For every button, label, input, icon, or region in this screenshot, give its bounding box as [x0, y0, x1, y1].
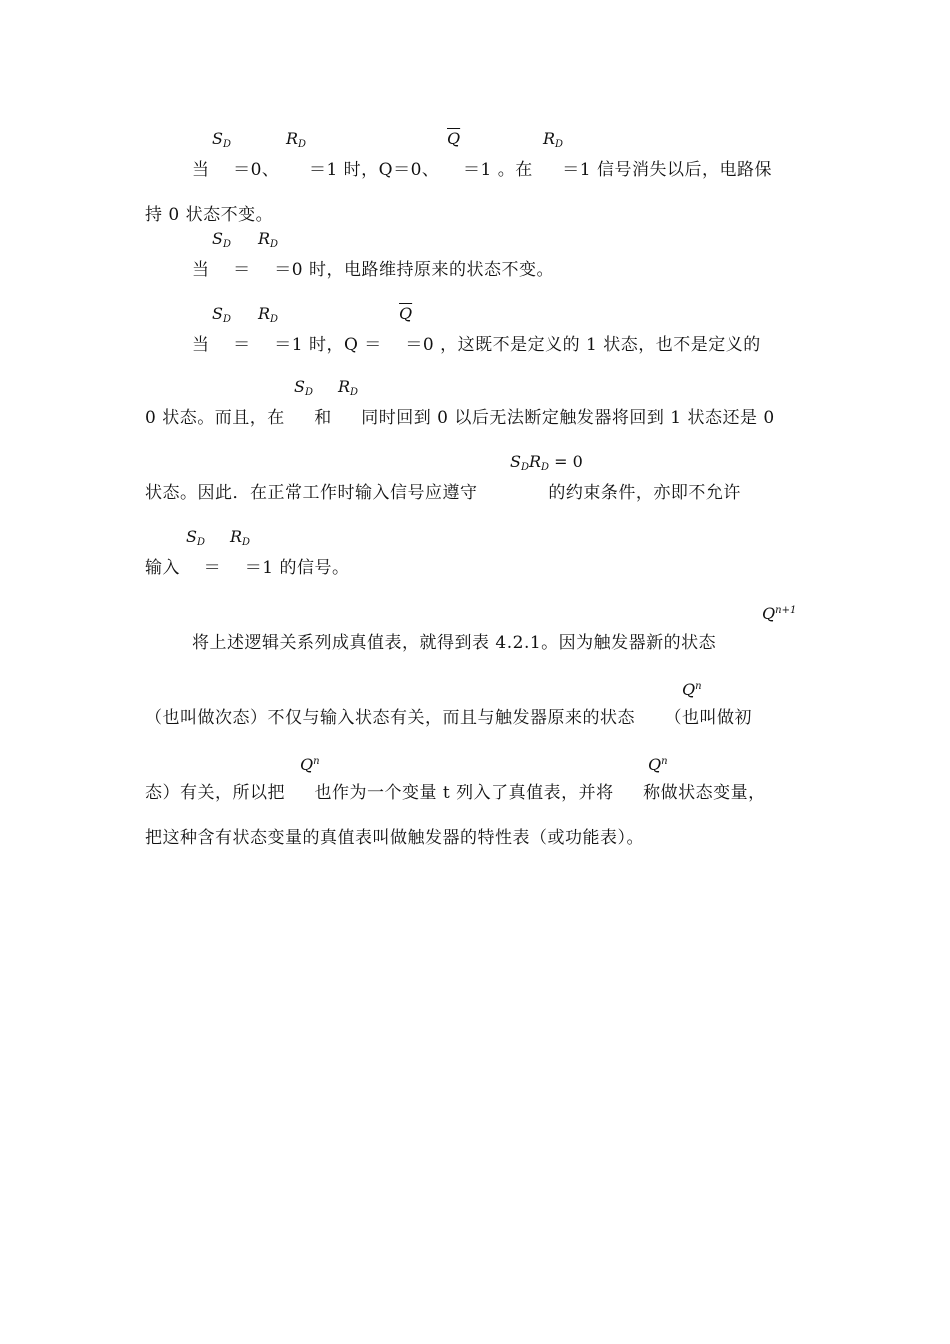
text-line: 当 ＝0、 ＝1 时，Q＝0、 ＝1 。在 ＝1 信号消失以后，电路保 — [192, 160, 772, 180]
text-line: 当 ＝ ＝1 时，Q ＝ ＝0 ，这既不是定义的 1 状态，也不是定义的 — [192, 335, 761, 355]
text-line: （也叫做次态）不仅与输入状态有关，而且与触发器原来的状态 （也叫做初 — [145, 708, 753, 728]
text-line: 态）有关，所以把 也作为一个变量 t 列入了真值表，并将 称做状态变量， — [145, 783, 766, 803]
formula-sd: $S_D$ — [212, 229, 231, 250]
formula-q-bar: $\overline{Q}$ — [447, 129, 461, 148]
formula-rd: $R_D$ — [286, 129, 307, 150]
formula-sd: $S_D$ — [212, 129, 231, 150]
formula-constraint: $S_DR_D = 0$ — [510, 452, 583, 473]
formula-rd: $R_D$ — [543, 129, 564, 150]
formula-q-n: $Q^n$ — [300, 755, 320, 774]
text-line: 将上述逻辑关系列成真值表，就得到表 4.2.1。因为触发器新的状态 — [192, 633, 717, 653]
formula-q-bar: $\overline{Q}$ — [399, 304, 413, 323]
formula-q-n: $Q^n$ — [648, 755, 668, 774]
formula-rd: $R_D$ — [230, 527, 251, 548]
formula-sd: $S_D$ — [294, 377, 313, 398]
formula-sd: $S_D$ — [212, 304, 231, 325]
text-line: 当 ＝ ＝0 时，电路维持原来的状态不变。 — [192, 260, 554, 280]
formula-q-next: $Q^{n+1}$ — [762, 604, 797, 623]
text-line: 把这种含有状态变量的真值表叫做触发器的特性表（或功能表）。 — [145, 828, 644, 848]
formula-rd: $R_D$ — [258, 304, 279, 325]
text-line: 0 状态。而且，在 和 同时回到 0 以后无法断定触发器将回到 1 状态还是 0 — [145, 408, 775, 428]
text-line: 输入 ＝ ＝1 的信号。 — [145, 558, 350, 578]
text-line: 持 0 状态不变。 — [145, 205, 274, 225]
formula-rd: $R_D$ — [258, 229, 279, 250]
text-line: 状态。因此．在正常工作时输入信号应遵守 的约束条件，亦即不允许 — [145, 483, 741, 503]
formula-q-n: $Q^n$ — [682, 680, 702, 699]
formula-sd: $S_D$ — [186, 527, 205, 548]
formula-rd: $R_D$ — [338, 377, 359, 398]
